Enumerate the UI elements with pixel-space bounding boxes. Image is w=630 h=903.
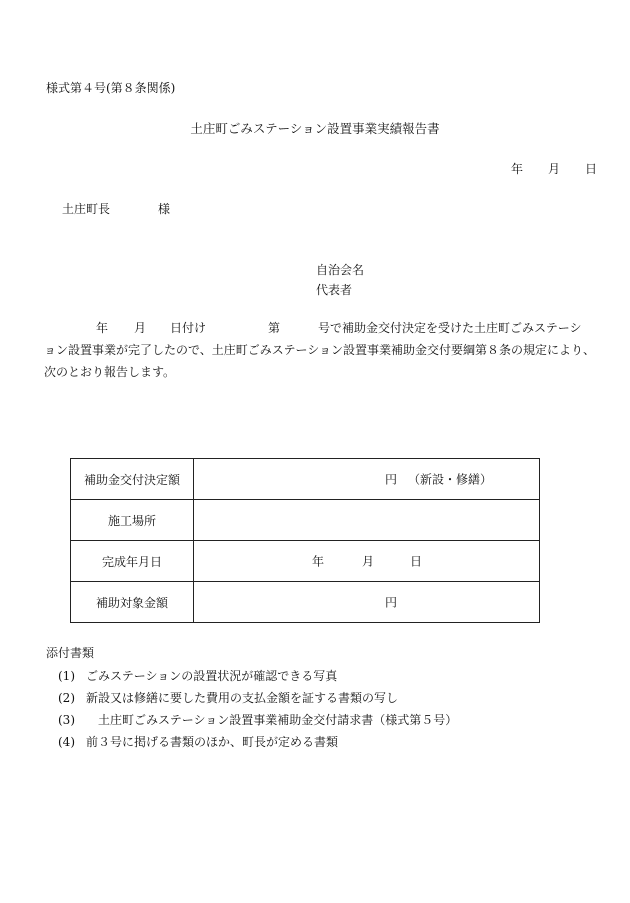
- attachment-number: (3): [58, 713, 75, 727]
- report-summary-table: [70, 458, 540, 623]
- completion-date-label: 完成年月日: [71, 541, 194, 582]
- grant-decision-amount-label: 補助金交付決定額: [71, 459, 194, 500]
- new-or-repair-label: （新設・修繕）: [408, 472, 493, 487]
- body-month: 月: [134, 321, 147, 335]
- attachment-number: (4): [58, 735, 75, 749]
- table-row: [71, 459, 540, 500]
- attachment-text: 土庄町ごみステーション設置事業補助金交付請求書（様式第５号）: [86, 713, 458, 727]
- grant-decision-yen: 円: [385, 472, 398, 487]
- construction-site-label: 施工場所: [71, 500, 194, 541]
- attachment-text: 前３号に掲げる書類のほか、町長が定める書類: [86, 735, 339, 749]
- representative-label: 代表者: [316, 283, 353, 297]
- body-line3: 次のとおり報告します。: [44, 365, 176, 379]
- table-row: [71, 541, 540, 582]
- list-item: [58, 692, 398, 704]
- list-item: [58, 714, 457, 726]
- attachment-number: (2): [58, 691, 75, 705]
- list-item: [58, 736, 338, 748]
- body-line1-rest: 号で補助金交付決定を受けた土庄町ごみステーシ: [318, 321, 582, 335]
- eligible-amount-label: 補助対象金額: [71, 582, 194, 623]
- form-number: 様式第４号(第８条関係): [46, 81, 176, 95]
- completion-month: 月: [362, 554, 375, 569]
- attachment-text: ごみステーションの設置状況が確認できる写真: [86, 669, 338, 683]
- organization-name-label: 自治会名: [316, 263, 365, 277]
- date-year-label: 年: [511, 162, 524, 176]
- attachment-text: 新設又は修繕に要した費用の支払金額を証する書類の写し: [86, 691, 399, 705]
- attachments-heading: 添付書類: [46, 646, 95, 660]
- date-month-label: 月: [548, 162, 561, 176]
- construction-site-value: [194, 500, 540, 541]
- body-line2: ョン設置事業が完了したので、土庄町ごみステーション設置事業補助金交付要綱第８条の規定により、: [44, 343, 596, 357]
- completion-date-value: [194, 541, 540, 582]
- completion-year: 年: [312, 554, 325, 569]
- body-year: 年: [96, 321, 109, 335]
- grant-decision-amount-value: [194, 459, 540, 500]
- body-dated: 日付け: [170, 321, 207, 335]
- attachment-number: (1): [58, 669, 75, 683]
- date-day-label: 日: [585, 162, 598, 176]
- recipient-honorific: 様: [158, 202, 171, 216]
- body-no: 第: [268, 321, 281, 335]
- list-item: [58, 670, 337, 682]
- eligible-amount-value: [194, 582, 540, 623]
- table-row: [71, 582, 540, 623]
- document-title: 土庄町ごみステーション設置事業実績報告書: [190, 121, 440, 136]
- completion-day: 日: [410, 554, 423, 569]
- table-row: [71, 500, 540, 541]
- recipient-name: 土庄町長: [62, 202, 111, 216]
- eligible-amount-yen: 円: [385, 595, 398, 610]
